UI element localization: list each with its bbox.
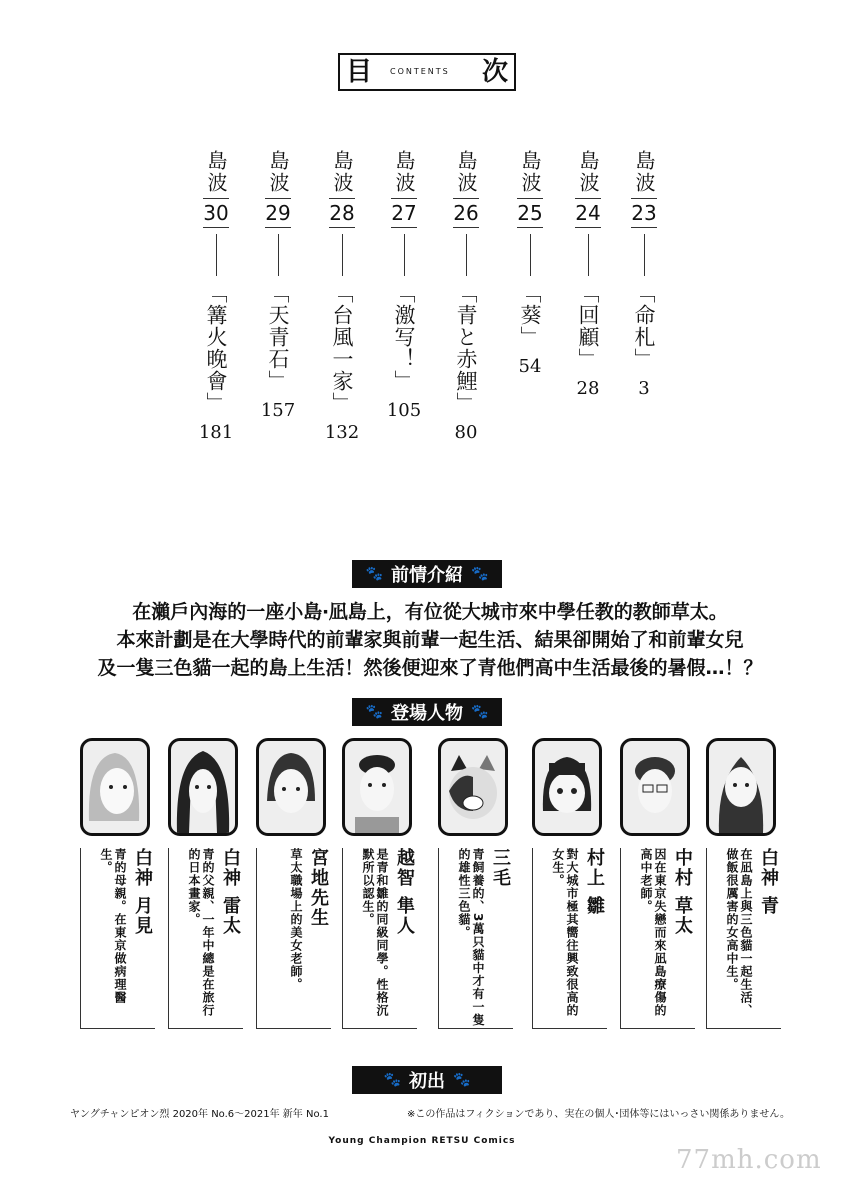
toc-page-number: 54 bbox=[518, 356, 542, 377]
toc-divider bbox=[278, 234, 279, 276]
character-card[interactable] bbox=[438, 738, 511, 1027]
character-description: 青的母親。在東京做病理醫生。 bbox=[99, 848, 127, 1004]
character-portrait bbox=[438, 738, 508, 836]
paw-icon: 🐾 bbox=[365, 704, 383, 720]
toc-entry[interactable] bbox=[256, 150, 300, 421]
character-portrait bbox=[342, 738, 412, 836]
toc-chapter-title: 「回顧」 bbox=[576, 282, 600, 370]
character-portrait bbox=[706, 738, 776, 836]
contents-title bbox=[338, 53, 516, 91]
toc-page-number: 28 bbox=[576, 378, 600, 399]
character-name: 越智 隼人 bbox=[394, 848, 415, 937]
character-portrait bbox=[532, 738, 602, 836]
paw-icon: 🐾 bbox=[471, 704, 489, 720]
character-card[interactable] bbox=[532, 738, 605, 1017]
character-card[interactable] bbox=[706, 738, 779, 1017]
toc-series: 島波 bbox=[518, 150, 542, 194]
toc-entry[interactable] bbox=[566, 150, 610, 399]
title-right-char: 次 bbox=[481, 57, 508, 87]
toc-number: 27 bbox=[391, 198, 416, 228]
toc-divider bbox=[588, 234, 589, 276]
synopsis-header-label: 前情介紹 bbox=[391, 565, 463, 586]
character-name: 村上 雛 bbox=[584, 848, 605, 917]
toc-page-number: 105 bbox=[386, 400, 422, 421]
paw-icon: 🐾 bbox=[453, 1072, 471, 1088]
character-description: 對大城市極其嚮往興致很高的女生。 bbox=[551, 848, 579, 1017]
toc-chapter-title: 「命札」 bbox=[632, 282, 656, 370]
character-description: 青飼養的、3萬只貓中才有一隻的雄性三色貓。 bbox=[457, 848, 485, 1027]
toc-entry[interactable] bbox=[320, 150, 364, 443]
toc-divider bbox=[466, 234, 467, 276]
character-portrait bbox=[168, 738, 238, 836]
toc-number: 26 bbox=[453, 198, 478, 228]
source-header-label: 初出 bbox=[409, 1071, 445, 1092]
toc-series: 島波 bbox=[454, 150, 478, 194]
toc-series: 島波 bbox=[204, 150, 228, 194]
toc-chapter-title: 「激写！」 bbox=[392, 282, 416, 392]
character-card[interactable] bbox=[168, 738, 241, 1017]
character-name: 中村 草太 bbox=[672, 848, 693, 937]
character-description: 草太職場上的美女老師。 bbox=[289, 848, 303, 991]
character-name: 宮地先生 bbox=[308, 848, 329, 928]
toc-number: 25 bbox=[517, 198, 542, 228]
source-header bbox=[352, 1066, 502, 1094]
character-description: 因在東京失戀而來凪島療傷的高中老師。 bbox=[639, 848, 667, 1017]
toc-chapter-title: 「天青石」 bbox=[266, 282, 290, 392]
paw-icon: 🐾 bbox=[471, 566, 489, 582]
character-card[interactable] bbox=[256, 738, 329, 991]
toc-series: 島波 bbox=[330, 150, 354, 194]
toc-page-number: 132 bbox=[324, 422, 360, 443]
synopsis-line: 在瀨戶內海的一座小島‧凪島上，有位從大城市來中學任教的教師草太。 bbox=[132, 601, 728, 623]
cast-header-label: 登場人物 bbox=[391, 703, 463, 724]
title-left-char: 目 bbox=[346, 57, 373, 87]
synopsis-line: 及一隻三色貓一起的島上生活！然後便迎來了青他們高中生活最後的暑假…！？ bbox=[97, 657, 763, 679]
toc-divider bbox=[404, 234, 405, 276]
toc-number: 30 bbox=[203, 198, 228, 228]
paw-icon: 🐾 bbox=[383, 1072, 401, 1088]
toc-number: 23 bbox=[631, 198, 656, 228]
toc-page-number: 157 bbox=[260, 400, 296, 421]
toc-page-number: 80 bbox=[454, 422, 478, 443]
toc-entry[interactable] bbox=[622, 150, 666, 399]
fiction-notice: ※この作品はフィクションであり、実在の個人･団体等にはいっさい関係ありません。 bbox=[407, 1109, 790, 1120]
toc-entry[interactable] bbox=[444, 150, 488, 443]
toc-series: 島波 bbox=[266, 150, 290, 194]
cast-header bbox=[352, 698, 502, 726]
toc-number: 24 bbox=[575, 198, 600, 228]
character-name: 白神 青 bbox=[758, 848, 779, 917]
toc-series: 島波 bbox=[392, 150, 416, 194]
toc-number: 28 bbox=[329, 198, 354, 228]
publisher-label: Young Champion RETSU Comics bbox=[328, 1136, 516, 1146]
toc-divider bbox=[216, 234, 217, 276]
character-name: 三毛 bbox=[490, 848, 511, 888]
synopsis-header bbox=[352, 560, 502, 588]
toc-series: 島波 bbox=[632, 150, 656, 194]
toc-number: 29 bbox=[265, 198, 290, 228]
character-card[interactable] bbox=[342, 738, 415, 1017]
character-name: 白神 月見 bbox=[132, 848, 153, 937]
toc-chapter-title: 「葵」 bbox=[518, 282, 542, 348]
watermark: 77mh.com bbox=[676, 1145, 822, 1175]
toc-chapter-title: 「篝火晚會」 bbox=[204, 282, 228, 414]
synopsis-line: 本來計劃是在大學時代的前輩家與前輩一起生活、結果卻開始了和前輩女兒 bbox=[116, 629, 744, 651]
title-sub: CONTENTS bbox=[390, 67, 450, 76]
character-name: 白神 雷太 bbox=[220, 848, 241, 937]
character-portrait bbox=[256, 738, 326, 836]
toc-page-number: 3 bbox=[638, 378, 650, 399]
toc-page-number: 181 bbox=[198, 422, 234, 443]
toc-entry[interactable] bbox=[194, 150, 238, 443]
character-description: 青的父親、一年中總是在旅行的日本畫家。 bbox=[187, 848, 215, 1017]
character-card[interactable] bbox=[620, 738, 693, 1017]
toc-divider bbox=[530, 234, 531, 276]
character-card[interactable] bbox=[80, 738, 153, 1004]
source-info bbox=[70, 1105, 790, 1120]
toc-series: 島波 bbox=[576, 150, 600, 194]
synopsis-text bbox=[70, 598, 790, 682]
character-description: 是青和雛的同級同學。性格沉默所以認生。 bbox=[361, 848, 389, 1017]
toc-divider bbox=[644, 234, 645, 276]
toc-chapter-title: 「台風一家」 bbox=[330, 282, 354, 414]
character-description: 在凪島上與三色貓一起生活、做飯很厲害的女高中生。 bbox=[725, 848, 753, 1017]
toc-divider bbox=[342, 234, 343, 276]
toc-entry[interactable] bbox=[382, 150, 426, 421]
paw-icon: 🐾 bbox=[365, 566, 383, 582]
toc-entry[interactable] bbox=[508, 150, 552, 377]
character-portrait bbox=[620, 738, 690, 836]
publication-info: ヤングチャンピオン烈 2020年 No.6～2021年 新年 No.1 bbox=[70, 1109, 329, 1120]
toc-chapter-title: 「青と赤鯉」 bbox=[454, 282, 478, 414]
character-portrait bbox=[80, 738, 150, 836]
